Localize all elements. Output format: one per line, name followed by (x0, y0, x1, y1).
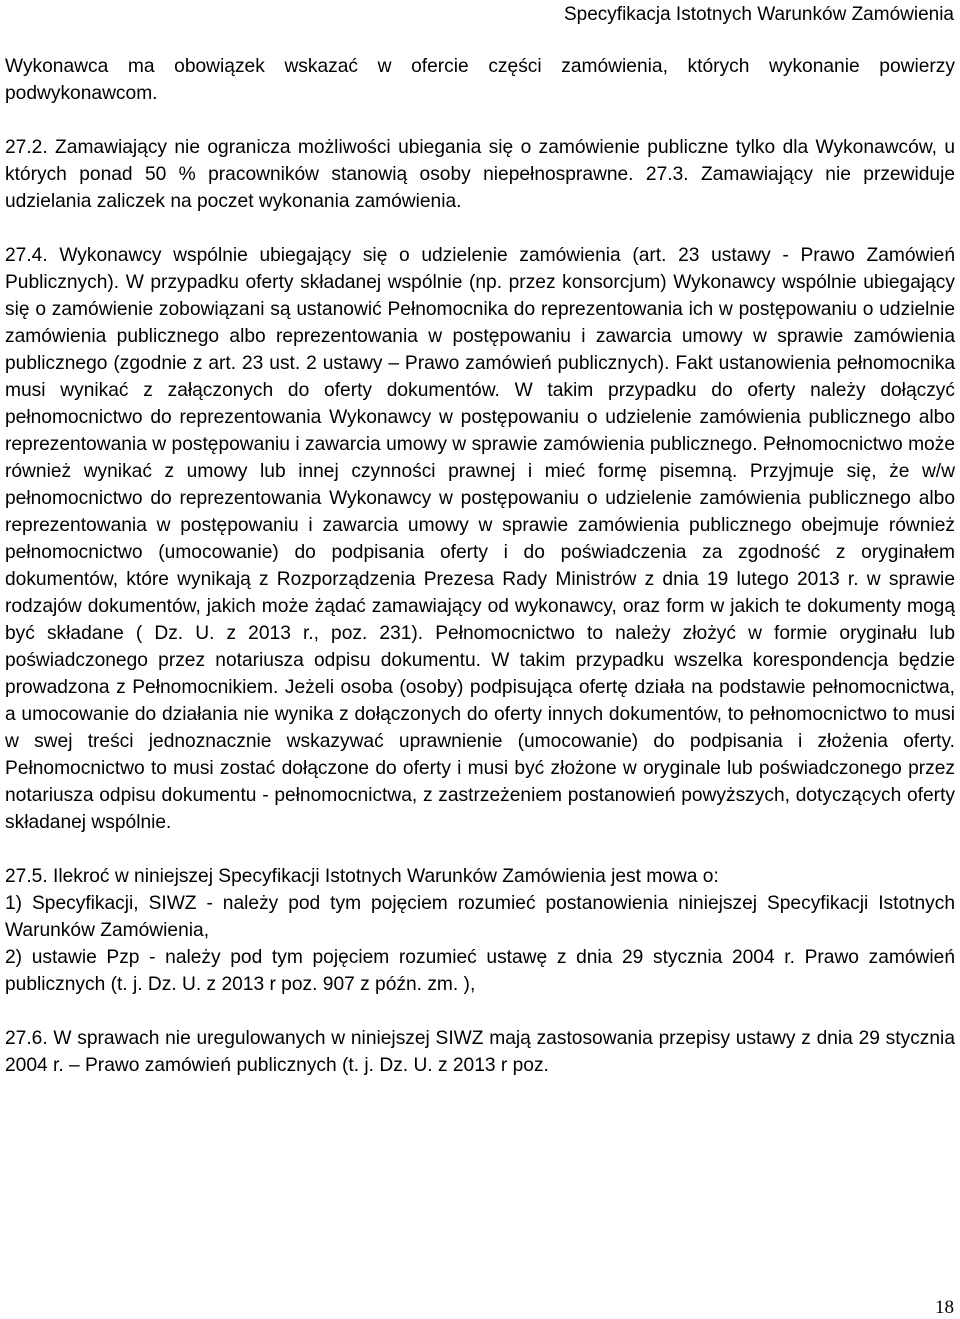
paragraph-27-5: 27.5. Ilekroć w niniejszej Specyfikacji Istotnych Warunków Zamówienia jest mowa o: (5, 866, 719, 887)
list-item-2-pzp: 2) ustawie Pzp - należy pod tym pojęciem rozumieć ustawę z dnia 29 stycznia 2004 r. Prawo zamówień publicznych (t. j. Dz. U. z 2013 r poz. 907 z późn. zm. ), (5, 947, 955, 995)
paragraph-27-4: 27.4. Wykonawcy wspólnie ubiegający się o udzielenie zamówienia (art. 23 ustawy - Prawo Zamówień Publicznych). W przypadku oferty składanej wspólnie (np. przez konsorcjum) Wykonawcy wspólnie ubiegający się o zamówienie zobowiązani są ustanowić Pełnomocnika do reprezentowania ich w postępowaniu o udzielnie zamówienia publicznego albo reprezentowania w postępowaniu i zawarcia umowy w sprawie zamówienia publicznego (zgodnie z art. 23 ust. 2 ustawy – Prawo zamówień publicznych). Fakt ustanowienia pełnomocnika musi wynikać z załączonych do oferty dokumentów. W takim przypadku do oferty należy dołączyć pełnomocnictwo do reprezentowania Wykonawcy w postępowaniu o udzielenie zamówienia publicznego albo reprezentowania w postępowaniu i zawarcia umowy w sprawie zamówienia publicznego. Pełnomocnictwo może również wynikać z umowy lub innej czynności prawnej i mieć formę pisemną. Przyjmuje się, że w/w pełnomocnictwo do reprezentowania Wykonawcy w postępowaniu o udzielenie zamówienia publicznego albo reprezentowania w postępowaniu i zawarcia umowy w sprawie zamówienia publicznego obejmuje również pełnomocnictwo (umocowanie) do podpisania oferty i do poświadczenia za zgodność z oryginałem dokumentów, które wynikają z Rozporządzenia Prezesa Rady Ministrów z dnia 19 lutego 2013 r. w sprawie rodzajów dokumentów, jakich może żądać zamawiający od wykonawcy, oraz form w jakich te dokumenty mogą być składane ( Dz. U. z 2013 r., poz. 231). Pełnomocnictwo to należy złożyć w formie oryginału lub poświadczonego przez notariusza odpisu dokumentu. W takim przypadku wszelka korespondencja będzie prowadzona z Pełnomocnikiem. Jeżeli osoba (osoby) podpisująca ofertę działa na podstawie pełnomocnictwa, a umocowanie do działania nie wynika z dołączonych do oferty innych dokumentów, to pełnomocnictwo to musi w swej treści jednoznacznie wskazywać uprawnienie (umocowanie) do podpisania i złożenia oferty. Pełnomocnictwo to musi zostać dołączone do oferty i musi być złożone w oryginale lub poświadczonego przez notariusza odpisu dokumentu - pełnomocnictwa, z zastrzeżeniem postanowień powyższych, dotyczących oferty składanej wspólnie. (5, 245, 955, 833)
document-header-title: Specyfikacja Istotnych Warunków Zamówienia (563, 4, 954, 25)
paragraph-27-6: 27.6. W sprawach nie uregulowanych w niniejszej SIWZ mają zastosowania przepisy ustawy z dnia 29 stycznia 2004 r. – Prawo zamówień publicznych (t. j. Dz. U. z 2013 r poz. (5, 1028, 955, 1076)
paragraph-27-2-27-3: 27.2. Zamawiający nie ogranicza możliwości ubiegania się o zamówienie publiczne tylko dla Wykonawców, u których ponad 50 % pracowników stanowią osoby niepełnosprawne. 27.3. Zamawiający nie przewiduje udzielania zaliczek na poczet wykonania zamówienia. (5, 137, 955, 212)
page-number: 18 (935, 1297, 954, 1318)
paragraph-subcontractors: Wykonawca ma obowiązek wskazać w ofercie części zamówienia, których wykonanie powierzy podwykonawcom. (5, 56, 955, 104)
document-body (5, 53, 955, 1079)
list-item-1-siwz: 1) Specyfikacji, SIWZ - należy pod tym pojęciem rozumieć postanowienia niniejszej Specyfikacji Istotnych Warunków Zamówienia, (5, 893, 955, 941)
